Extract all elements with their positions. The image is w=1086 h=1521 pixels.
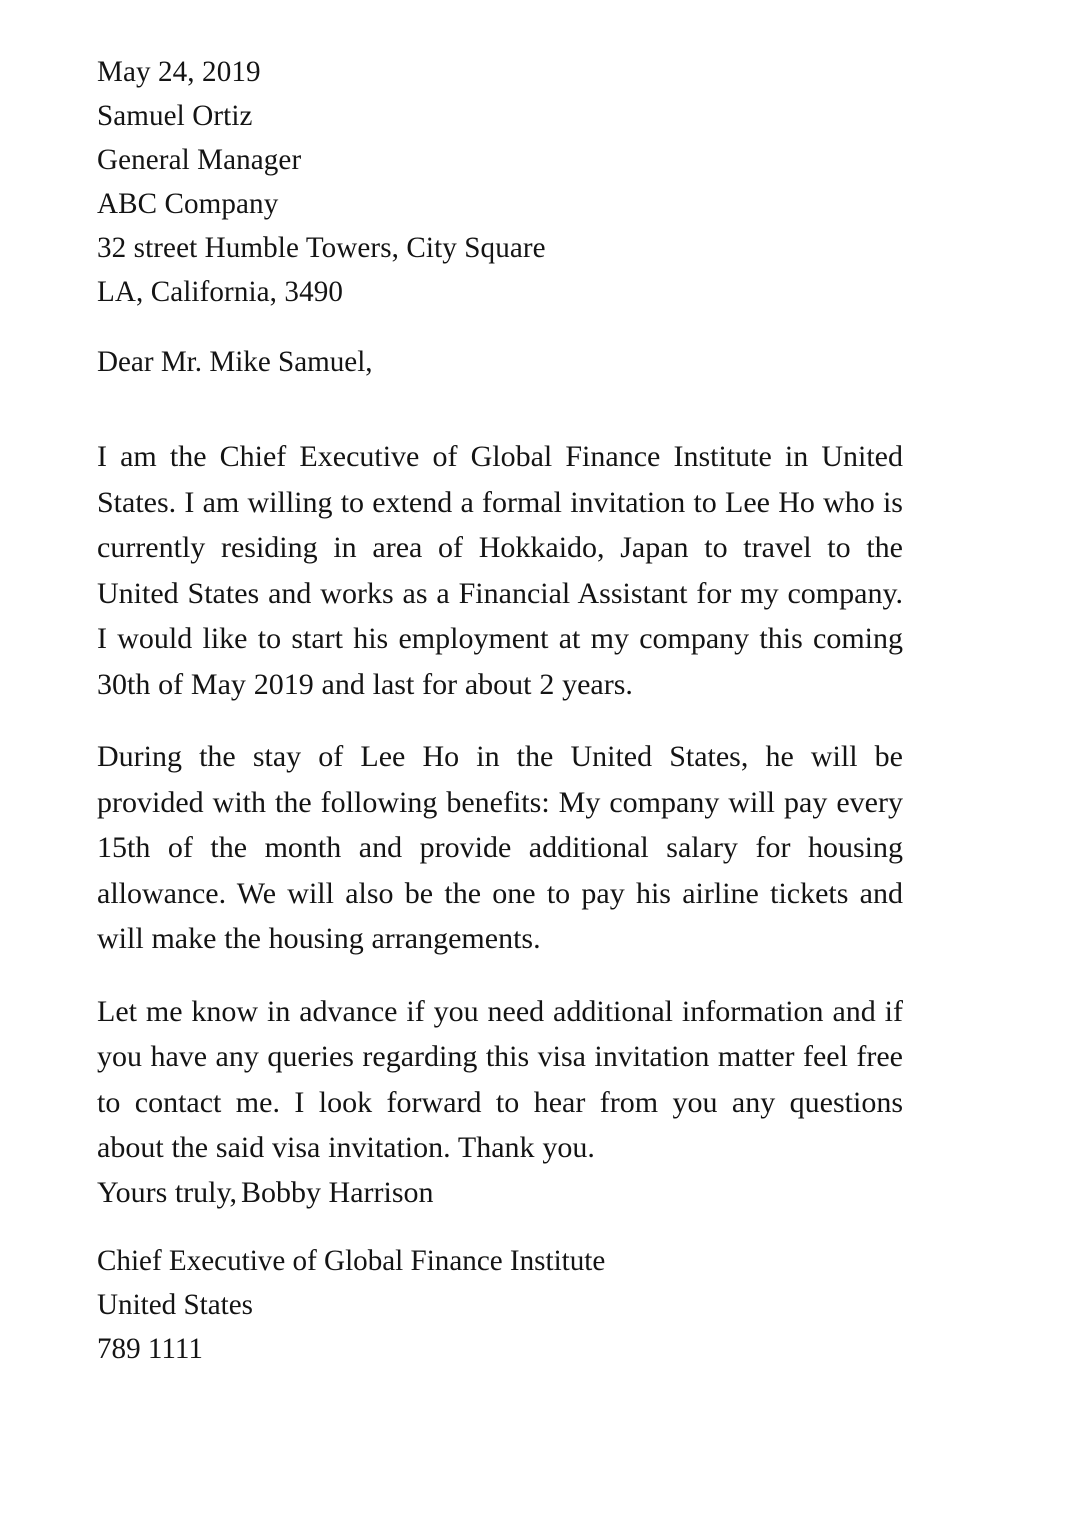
- signer-phone: 789 1111: [97, 1331, 203, 1365]
- signer-title: Chief Executive of Global Finance Institute: [97, 1243, 606, 1277]
- recipient-company: ABC Company: [97, 187, 279, 220]
- body-paragraph-3: Let me know in advance if you need additional information and if you have any queries regarding this visa invitation matter feel free to contact me. I look forward to hear from you any questions about the said visa invitation. Thank you.: [97, 994, 903, 1164]
- letter-date: May 24, 2019: [97, 55, 261, 88]
- body-paragraph-2: During the stay of Lee Ho in the United States, he will be provided with the following benefits: My company will pay every 15th of the month and provide additional salary for housing allowance. We will also be the one to pay his airline tickets and will make the housing arrangements.: [97, 740, 903, 955]
- recipient-city-state-zip: LA, California, 3490: [97, 275, 344, 308]
- signer-name: Bobby Harrison: [241, 1175, 434, 1209]
- letter-body: [97, 50, 903, 1371]
- signer-country: United States: [97, 1287, 253, 1321]
- signature-block: [97, 1239, 903, 1371]
- recipient-street: 32 street Humble Towers, City Square: [97, 231, 546, 264]
- body-paragraph-1: I am the Chief Executive of Global Finance Institute in United States. I am willing to extend a formal invitation to Lee Ho who is currently residing in area of Hokkaido, Japan to travel to the United States and works as a Financial Assistant for my company. I would like to start his employment at my company this coming 30th of May 2019 and last for about 2 years.: [97, 440, 903, 701]
- closing-phrase: Yours truly,: [97, 1175, 238, 1209]
- salutation: Dear Mr. Mike Samuel,: [97, 345, 373, 378]
- recipient-title: General Manager: [97, 143, 302, 176]
- recipient-address-block: [97, 50, 903, 314]
- recipient-name: Samuel Ortiz: [97, 99, 253, 132]
